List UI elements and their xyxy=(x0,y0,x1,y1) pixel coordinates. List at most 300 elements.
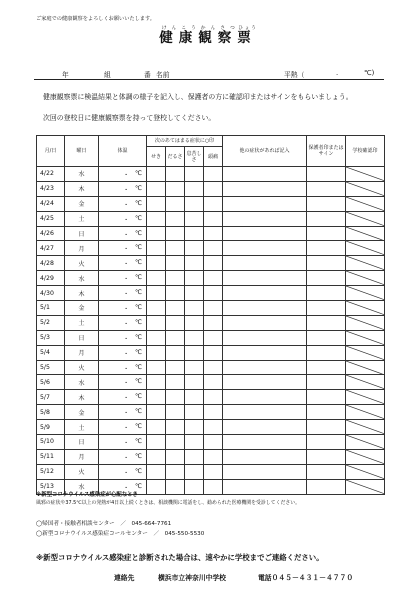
symptom-headache-cell[interactable] xyxy=(204,330,223,345)
other-symptom-cell[interactable] xyxy=(223,405,307,420)
school-seal-cell xyxy=(346,464,385,479)
header-breathless: 息苦しさ xyxy=(185,147,204,167)
symptom-headache-cell[interactable] xyxy=(204,435,223,450)
guardian-seal-cell[interactable] xyxy=(307,405,346,420)
normal-temp-unit: ℃) xyxy=(364,69,375,77)
symptom-breathless-cell[interactable] xyxy=(185,390,204,405)
temperature-cell[interactable] xyxy=(99,271,147,286)
symptom-fatigue-cell[interactable] xyxy=(166,330,185,345)
title-char: 票ひょう xyxy=(237,26,257,46)
symptom-cough-cell[interactable] xyxy=(147,330,166,345)
temperature-dot: ・ xyxy=(123,320,130,328)
call-center-line: ◯新型コロナウイルス感染症コールセンター ／ 045-550-5530 xyxy=(36,531,205,537)
symptom-cough-cell[interactable] xyxy=(147,449,166,464)
temperature-unit: ℃ xyxy=(135,244,142,252)
date-cell: 5/5 xyxy=(37,360,65,375)
symptom-breathless-cell[interactable] xyxy=(185,375,204,390)
date-cell: 4/25 xyxy=(37,211,65,226)
table-row xyxy=(37,315,385,330)
symptom-breathless-cell[interactable] xyxy=(185,330,204,345)
temperature-dot: ・ xyxy=(123,365,130,373)
slash-mark xyxy=(346,256,385,270)
temperature-cell[interactable] xyxy=(99,449,147,464)
temperature-unit: ℃ xyxy=(135,482,142,490)
symptom-headache-cell[interactable] xyxy=(204,211,223,226)
table-row xyxy=(37,375,385,390)
symptom-breathless-cell[interactable] xyxy=(185,301,204,316)
symptom-headache-cell[interactable] xyxy=(204,256,223,271)
symptom-breathless-cell[interactable] xyxy=(185,271,204,286)
symptom-breathless-cell[interactable] xyxy=(185,345,204,360)
slash-mark xyxy=(346,241,385,255)
symptom-cough-cell[interactable] xyxy=(147,226,166,241)
date-cell: 4/28 xyxy=(37,256,65,271)
symptom-cough-cell[interactable] xyxy=(147,241,166,256)
temperature-dot: ・ xyxy=(123,335,130,343)
temperature-unit: ℃ xyxy=(135,184,142,192)
symptom-breathless-cell[interactable] xyxy=(185,226,204,241)
temperature-unit: ℃ xyxy=(135,467,142,475)
guardian-seal-cell[interactable] xyxy=(307,330,346,345)
table-row xyxy=(37,211,385,226)
other-symptom-cell[interactable] xyxy=(223,479,307,494)
temperature-cell[interactable] xyxy=(99,181,147,196)
title-char: 観かん xyxy=(198,26,218,46)
title-char: 康こう xyxy=(178,26,199,46)
guardian-seal-cell[interactable] xyxy=(307,196,346,211)
symptom-headache-cell[interactable] xyxy=(204,345,223,360)
weekday-cell: 日 xyxy=(65,330,99,345)
symptom-cough-cell[interactable] xyxy=(147,435,166,450)
temperature-cell[interactable] xyxy=(99,375,147,390)
guardian-seal-cell[interactable] xyxy=(307,301,346,316)
school-seal-cell xyxy=(346,196,385,211)
symptom-breathless-cell[interactable] xyxy=(185,286,204,301)
slash-mark xyxy=(346,212,385,226)
temperature-cell[interactable] xyxy=(99,390,147,405)
school-seal-cell xyxy=(346,345,385,360)
class-label: 組 xyxy=(104,71,111,79)
name-label: 名前 xyxy=(156,71,170,79)
symptom-fatigue-cell[interactable] xyxy=(166,226,185,241)
temperature-cell[interactable] xyxy=(99,226,147,241)
symptom-headache-cell[interactable] xyxy=(204,167,223,182)
symptom-headache-cell[interactable] xyxy=(204,375,223,390)
date-cell: 5/10 xyxy=(37,435,65,450)
symptom-breathless-cell[interactable] xyxy=(185,464,204,479)
date-cell: 5/4 xyxy=(37,345,65,360)
slash-mark xyxy=(346,271,385,285)
date-cell: 5/7 xyxy=(37,390,65,405)
symptom-fatigue-cell[interactable] xyxy=(166,449,185,464)
temperature-cell[interactable] xyxy=(99,464,147,479)
other-symptom-cell[interactable] xyxy=(223,286,307,301)
guardian-seal-cell[interactable] xyxy=(307,315,346,330)
symptom-cough-cell[interactable] xyxy=(147,360,166,375)
symptom-fatigue-cell[interactable] xyxy=(166,435,185,450)
guardian-seal-cell[interactable] xyxy=(307,420,346,435)
symptom-breathless-cell[interactable] xyxy=(185,315,204,330)
school-seal-cell xyxy=(346,330,385,345)
header-fatigue: だるさ xyxy=(166,147,185,167)
weekday-cell: 木 xyxy=(65,390,99,405)
symptom-fatigue-cell[interactable] xyxy=(166,464,185,479)
school-seal-cell xyxy=(346,256,385,271)
symptom-headache-cell[interactable] xyxy=(204,420,223,435)
temperature-cell[interactable] xyxy=(99,211,147,226)
symptom-breathless-cell[interactable] xyxy=(185,449,204,464)
temperature-dot: ・ xyxy=(123,231,130,239)
symptom-headache-cell[interactable] xyxy=(204,479,223,494)
school-seal-cell xyxy=(346,449,385,464)
symptom-fatigue-cell[interactable] xyxy=(166,196,185,211)
year-label: 年 xyxy=(62,71,69,79)
school-phone: 電話０４５－４３１－４７７０ xyxy=(258,574,354,582)
table-row xyxy=(37,256,385,271)
symptom-headache-cell[interactable] xyxy=(204,196,223,211)
header-other-symptoms: 他の症状があれば記入 xyxy=(223,136,307,167)
date-cell: 5/13 xyxy=(37,479,65,494)
temperature-unit: ℃ xyxy=(135,170,142,177)
symptom-breathless-cell[interactable] xyxy=(185,479,204,494)
title-text xyxy=(159,26,257,46)
health-table xyxy=(36,135,385,495)
other-symptom-cell[interactable] xyxy=(223,256,307,271)
slash-mark xyxy=(346,301,385,315)
temperature-dot: ・ xyxy=(123,484,130,492)
slash-mark xyxy=(346,480,385,494)
school-seal-cell xyxy=(346,479,385,494)
date-cell: 5/12 xyxy=(37,464,65,479)
temperature-cell[interactable] xyxy=(99,405,147,420)
weekday-cell: 金 xyxy=(65,405,99,420)
school-seal-cell xyxy=(346,375,385,390)
guardian-seal-cell[interactable] xyxy=(307,226,346,241)
slash-mark xyxy=(346,167,385,181)
header-headache: 頭痛 xyxy=(204,147,223,167)
table-row xyxy=(37,405,385,420)
symptom-cough-cell[interactable] xyxy=(147,271,166,286)
other-symptom-cell[interactable] xyxy=(223,330,307,345)
table-row xyxy=(37,271,385,286)
other-symptom-cell[interactable] xyxy=(223,241,307,256)
weekday-cell: 金 xyxy=(65,196,99,211)
symptom-fatigue-cell[interactable] xyxy=(166,286,185,301)
symptom-headache-cell[interactable] xyxy=(204,360,223,375)
school-seal-cell xyxy=(346,420,385,435)
symptom-cough-cell[interactable] xyxy=(147,181,166,196)
guardian-seal-cell[interactable] xyxy=(307,435,346,450)
weekday-cell: 月 xyxy=(65,345,99,360)
slash-mark xyxy=(346,450,385,464)
symptom-cough-cell[interactable] xyxy=(147,196,166,211)
header-school-seal: 学校確認印 xyxy=(346,136,385,167)
temperature-cell[interactable] xyxy=(99,420,147,435)
temperature-cell[interactable] xyxy=(99,256,147,271)
date-cell: 5/11 xyxy=(37,449,65,464)
title-char: 健けん xyxy=(159,26,179,46)
symptom-cough-cell[interactable] xyxy=(147,211,166,226)
other-symptom-cell[interactable] xyxy=(223,301,307,316)
temperature-cell[interactable] xyxy=(99,301,147,316)
temperature-unit: ℃ xyxy=(135,393,142,401)
temperature-unit: ℃ xyxy=(135,304,142,312)
guardian-seal-cell[interactable] xyxy=(307,181,346,196)
weekday-cell: 木 xyxy=(65,286,99,301)
guardian-seal-cell[interactable] xyxy=(307,464,346,479)
symptom-headache-cell[interactable] xyxy=(204,241,223,256)
temperature-cell[interactable] xyxy=(99,196,147,211)
temperature-unit: ℃ xyxy=(135,199,142,207)
other-symptom-cell[interactable] xyxy=(223,271,307,286)
symptom-headache-cell[interactable] xyxy=(204,405,223,420)
weekday-cell: 火 xyxy=(65,256,99,271)
temperature-dot: ・ xyxy=(123,395,130,403)
school-seal-cell xyxy=(346,315,385,330)
symptom-headache-cell[interactable] xyxy=(204,181,223,196)
symptom-fatigue-cell[interactable] xyxy=(166,479,185,494)
temperature-unit: ℃ xyxy=(135,452,142,460)
symptom-cough-cell[interactable] xyxy=(147,315,166,330)
date-cell: 4/26 xyxy=(37,226,65,241)
weekday-cell: 土 xyxy=(65,315,99,330)
temperature-dot: ・ xyxy=(123,172,130,179)
contact-label: 連絡先 xyxy=(114,574,135,582)
table-row xyxy=(37,330,385,345)
symptom-fatigue-cell[interactable] xyxy=(166,241,185,256)
weekday-cell: 水 xyxy=(65,167,99,182)
slash-mark xyxy=(346,316,385,330)
temperature-cell[interactable] xyxy=(99,315,147,330)
symptom-breathless-cell[interactable] xyxy=(185,167,204,182)
slash-mark xyxy=(346,465,385,479)
other-symptom-cell[interactable] xyxy=(223,360,307,375)
temperature-cell[interactable] xyxy=(99,167,147,182)
symptom-breathless-cell[interactable] xyxy=(185,256,204,271)
temperature-unit: ℃ xyxy=(135,318,142,326)
weekday-cell: 火 xyxy=(65,464,99,479)
temperature-cell[interactable] xyxy=(99,360,147,375)
date-cell: 4/27 xyxy=(37,241,65,256)
date-cell: 5/2 xyxy=(37,315,65,330)
symptom-fatigue-cell[interactable] xyxy=(166,405,185,420)
date-cell: 4/23 xyxy=(37,181,65,196)
symptom-fatigue-cell[interactable] xyxy=(166,360,185,375)
other-symptom-cell[interactable] xyxy=(223,226,307,241)
temperature-dot: ・ xyxy=(123,350,130,358)
instruction-2: 次回の登校日に健康観察票を持って登校してください。 xyxy=(43,114,216,122)
weekday-cell: 月 xyxy=(65,449,99,464)
slash-mark xyxy=(346,286,385,300)
school-seal-cell xyxy=(346,241,385,256)
slash-mark xyxy=(346,331,385,345)
temperature-dot: ・ xyxy=(123,246,130,254)
other-symptom-cell[interactable] xyxy=(223,464,307,479)
symptom-fatigue-cell[interactable] xyxy=(166,271,185,286)
symptom-cough-cell[interactable] xyxy=(147,479,166,494)
symptom-cough-cell[interactable] xyxy=(147,405,166,420)
table-row xyxy=(37,241,385,256)
symptom-fatigue-cell[interactable] xyxy=(166,345,185,360)
temperature-dot: ・ xyxy=(123,261,130,269)
guardian-seal-cell[interactable] xyxy=(307,256,346,271)
guardian-seal-cell[interactable] xyxy=(307,360,346,375)
school-seal-cell xyxy=(346,181,385,196)
symptom-cough-cell[interactable] xyxy=(147,420,166,435)
temperature-unit: ℃ xyxy=(135,408,142,416)
date-cell: 5/9 xyxy=(37,420,65,435)
temperature-unit: ℃ xyxy=(135,333,142,341)
school-seal-cell xyxy=(346,271,385,286)
guardian-seal-cell[interactable] xyxy=(307,211,346,226)
symptom-breathless-cell[interactable] xyxy=(185,435,204,450)
slash-mark xyxy=(346,420,385,434)
temperature-cell[interactable] xyxy=(99,345,147,360)
symptom-fatigue-cell[interactable] xyxy=(166,390,185,405)
school-seal-cell xyxy=(346,435,385,450)
school-seal-cell xyxy=(346,405,385,420)
symptom-fatigue-cell[interactable] xyxy=(166,181,185,196)
temperature-cell[interactable] xyxy=(99,241,147,256)
symptom-cough-cell[interactable] xyxy=(147,390,166,405)
consult-center-line: ◯帰国者・接触者相談センター ／ 045-664-7761 xyxy=(36,521,172,527)
symptom-fatigue-cell[interactable] xyxy=(166,211,185,226)
other-symptom-cell[interactable] xyxy=(223,420,307,435)
symptom-cough-cell[interactable] xyxy=(147,301,166,316)
symptom-cough-cell[interactable] xyxy=(147,464,166,479)
temperature-unit: ℃ xyxy=(135,363,142,371)
header-symptom-group: 次のあてはまる症状に○印 xyxy=(147,136,223,147)
header-date: 月/日 xyxy=(37,136,65,167)
guardian-seal-cell[interactable] xyxy=(307,167,346,182)
slash-mark xyxy=(346,405,385,419)
other-symptom-cell[interactable] xyxy=(223,167,307,182)
header-guardian-seal: 保護者印または サイン xyxy=(307,136,346,167)
title-char: 察さつ xyxy=(217,26,238,46)
temperature-dot: ・ xyxy=(123,469,130,477)
school-seal-cell xyxy=(346,226,385,241)
guardian-seal-cell[interactable] xyxy=(307,345,346,360)
temperature-unit: ℃ xyxy=(135,289,142,297)
table-row xyxy=(37,464,385,479)
temperature-dot: ・ xyxy=(123,425,130,433)
weekday-cell: 火 xyxy=(65,360,99,375)
school-seal-cell xyxy=(346,167,385,182)
date-cell: 5/8 xyxy=(37,405,65,420)
temperature-unit: ℃ xyxy=(135,438,142,446)
slash-mark xyxy=(346,435,385,449)
other-symptom-cell[interactable] xyxy=(223,315,307,330)
symptom-headache-cell[interactable] xyxy=(204,271,223,286)
symptom-headache-cell[interactable] xyxy=(204,301,223,316)
guardian-seal-cell[interactable] xyxy=(307,479,346,494)
guardian-seal-cell[interactable] xyxy=(307,271,346,286)
symptom-cough-cell[interactable] xyxy=(147,256,166,271)
symptom-fatigue-cell[interactable] xyxy=(166,167,185,182)
other-symptom-cell[interactable] xyxy=(223,390,307,405)
symptom-breathless-cell[interactable] xyxy=(185,211,204,226)
symptom-breathless-cell[interactable] xyxy=(185,420,204,435)
symptom-cough-cell[interactable] xyxy=(147,345,166,360)
symptom-fatigue-cell[interactable] xyxy=(166,315,185,330)
temperature-unit: ℃ xyxy=(135,259,142,267)
temperature-cell[interactable] xyxy=(99,286,147,301)
diagnosis-warning: ※新型コロナウイルス感染症と診断された場合は、速やかに学校までご連絡ください。 xyxy=(36,553,324,562)
symptom-headache-cell[interactable] xyxy=(204,464,223,479)
guardian-seal-cell[interactable] xyxy=(307,241,346,256)
table-body xyxy=(37,167,385,495)
table-row xyxy=(37,167,385,182)
weekday-cell: 土 xyxy=(65,420,99,435)
symptom-cough-cell[interactable] xyxy=(147,167,166,182)
temperature-unit: ℃ xyxy=(135,229,142,237)
weekday-cell: 日 xyxy=(65,435,99,450)
symptom-breathless-cell[interactable] xyxy=(185,360,204,375)
symptom-fatigue-cell[interactable] xyxy=(166,301,185,316)
guardian-seal-cell[interactable] xyxy=(307,390,346,405)
other-symptom-cell[interactable] xyxy=(223,345,307,360)
slash-mark xyxy=(346,197,385,211)
symptom-breathless-cell[interactable] xyxy=(185,241,204,256)
symptom-headache-cell[interactable] xyxy=(204,226,223,241)
temperature-cell[interactable] xyxy=(99,435,147,450)
temperature-dot: ・ xyxy=(123,454,130,462)
symptom-breathless-cell[interactable] xyxy=(185,196,204,211)
weekday-cell: 水 xyxy=(65,479,99,494)
guardian-seal-cell[interactable] xyxy=(307,286,346,301)
slash-mark xyxy=(346,227,385,241)
guardian-seal-cell[interactable] xyxy=(307,375,346,390)
symptom-fatigue-cell[interactable] xyxy=(166,375,185,390)
header-temperature: 体温 xyxy=(99,136,147,167)
temperature-cell[interactable] xyxy=(99,330,147,345)
form-title xyxy=(0,26,416,46)
other-symptom-cell[interactable] xyxy=(223,196,307,211)
symptom-cough-cell[interactable] xyxy=(147,286,166,301)
table-row xyxy=(37,286,385,301)
table-row xyxy=(37,449,385,464)
symptom-headache-cell[interactable] xyxy=(204,315,223,330)
other-symptom-cell[interactable] xyxy=(223,375,307,390)
temperature-dot: ・ xyxy=(123,201,130,209)
table-row xyxy=(37,181,385,196)
date-cell: 4/29 xyxy=(37,271,65,286)
symptom-headache-cell[interactable] xyxy=(204,390,223,405)
school-seal-cell xyxy=(346,360,385,375)
symptom-breathless-cell[interactable] xyxy=(185,181,204,196)
other-symptom-cell[interactable] xyxy=(223,449,307,464)
guardian-seal-cell[interactable] xyxy=(307,449,346,464)
header-weekday: 曜日 xyxy=(65,136,99,167)
symptom-cough-cell[interactable] xyxy=(147,375,166,390)
notes-body: 風邪の症状や37.5℃以上の発熱が4日以上続くときは、相談機関に電話をし、勧められた医療機関を受診してください。 xyxy=(36,500,301,506)
symptom-fatigue-cell[interactable] xyxy=(166,256,185,271)
symptom-fatigue-cell[interactable] xyxy=(166,420,185,435)
temperature-dot: ・ xyxy=(123,276,130,284)
school-seal-cell xyxy=(346,301,385,316)
school-name: 横浜市立神奈川中学校 xyxy=(158,574,226,582)
temperature-unit: ℃ xyxy=(135,348,142,356)
other-symptom-cell[interactable] xyxy=(223,181,307,196)
other-symptom-cell[interactable] xyxy=(223,211,307,226)
symptom-breathless-cell[interactable] xyxy=(185,405,204,420)
normal-temp-label: 平熱（ xyxy=(284,71,305,79)
other-symptom-cell[interactable] xyxy=(223,435,307,450)
instruction-1: 健康観察票に検温結果と体調の様子を記入し、保護者の方に確認印またはサインをもらいましょう。 xyxy=(43,93,353,101)
temperature-dot: ・ xyxy=(123,291,130,299)
symptom-headache-cell[interactable] xyxy=(204,449,223,464)
symptom-headache-cell[interactable] xyxy=(204,286,223,301)
